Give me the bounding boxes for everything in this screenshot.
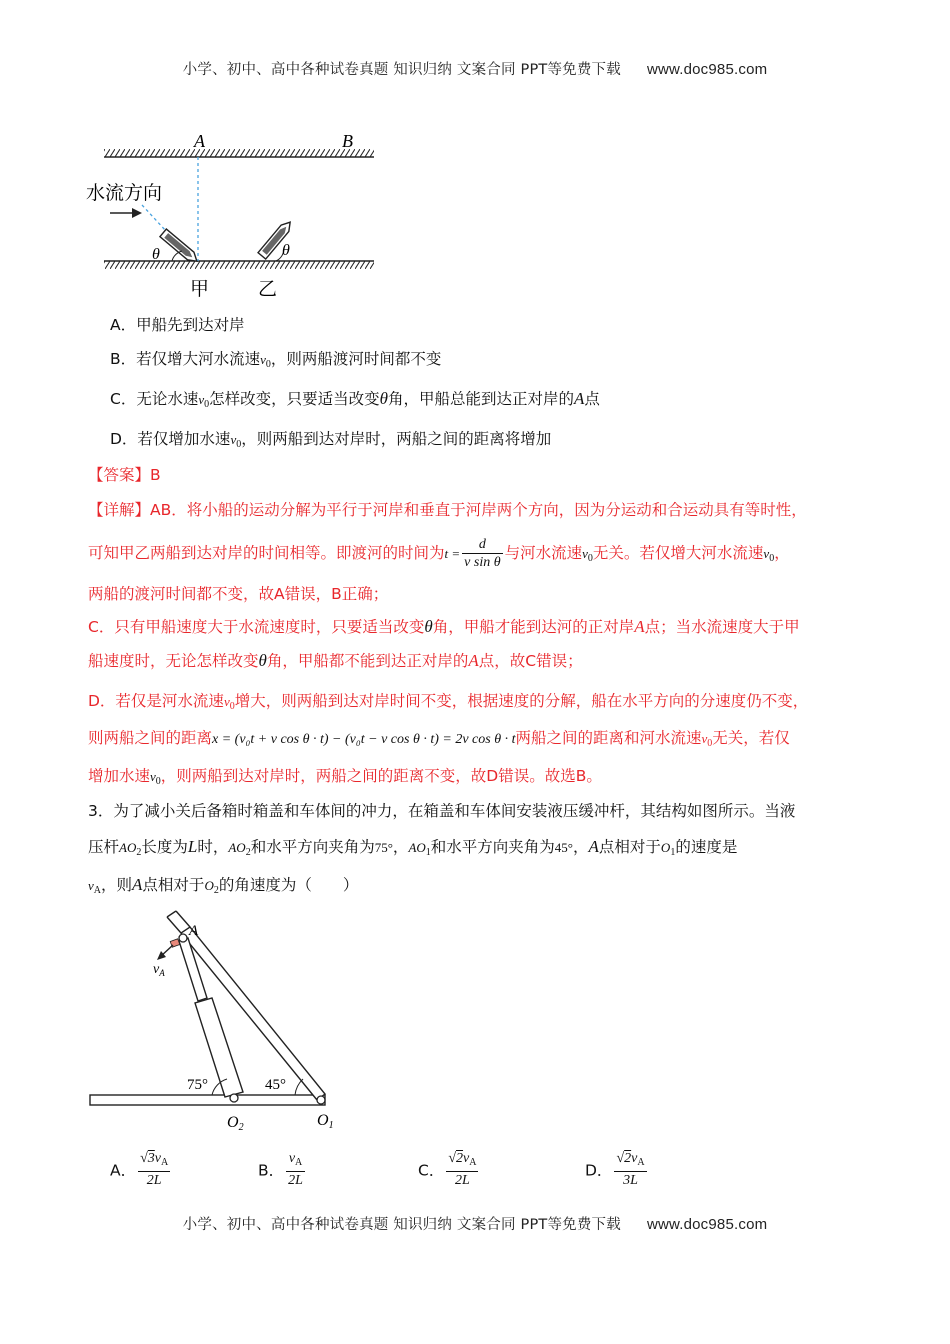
flow-arrow-head — [132, 208, 142, 218]
q3-option-b[interactable]: B． $\frac{v_A}{2L}$ — [258, 1151, 303, 1188]
page-footer — [0, 1213, 950, 1234]
pivot-O2 — [230, 1094, 238, 1102]
hydraulic-rod-figure — [85, 905, 355, 1135]
q2-option-c: C．无论水速$v_0$怎样改变，只要适当改变θ角，甲船总能到达正对岸的A点 — [110, 389, 600, 410]
detail-line-3: 两船的渡河时间都不变，故A错误，B正确； — [88, 585, 389, 603]
slant-dashed-line — [142, 205, 166, 231]
joint-A — [179, 934, 187, 942]
body-bar — [90, 1095, 325, 1105]
label-jia: 甲 — [190, 278, 210, 300]
detail-line-7: 则两船之间的距离x = (v₀t + v cos θ · t) − (v₀t − v cos θ · t) = 2v cos θ · t两船之间的距离和河水流速$v_0$无关，若仅 — [88, 729, 790, 749]
label-O1: O1 — [317, 1112, 334, 1131]
q2-option-d: D．若仅增加水速$v_0$，则两船到达对岸时，两船之间的距离将增加 — [110, 430, 552, 450]
label-B: B — [342, 131, 353, 151]
label-vA: $v_A$ — [153, 962, 165, 978]
q2-option-a: A．甲船先到达对岸 — [110, 316, 245, 334]
label-45: 45° — [265, 1077, 286, 1093]
page-header — [0, 58, 950, 79]
label-yi: 乙 — [258, 278, 278, 300]
boat-jia — [160, 229, 200, 265]
header-url[interactable]: www.doc985.com — [646, 61, 768, 78]
footer-url[interactable]: www.doc985.com — [646, 1216, 768, 1233]
pivot-O1 — [317, 1096, 325, 1104]
q3-line-2: 压杆$AO_2$长度为L时，$AO_2$和水平方向夹角为75°，$AO_1$和水平方向夹角为45°，A点相对于$O_1$的速度是 — [88, 837, 738, 858]
bottom-bank-hatch — [104, 261, 374, 269]
header-text: 小学、初中、高中各种试卷真题 知识归纳 文案合同 PPT等免费下载 — [182, 62, 621, 78]
top-bank-hatch — [104, 149, 374, 157]
river-boats-figure — [80, 125, 390, 305]
q3-line-1: 3．为了减小关后备箱时箱盖和车体间的冲力，在箱盖和车体间安装液压缓冲杆，其结构如图所示。当液 — [88, 802, 796, 820]
label-A: A — [189, 923, 199, 939]
footer-text: 小学、初中、高中各种试卷真题 知识归纳 文案合同 PPT等免费下载 — [182, 1217, 621, 1233]
detail-line-6: D．若仅是河水流速$v_0$增大，则两船到达对岸时间不变，根据速度的分解，船在水平方向的分速度仍不变， — [88, 692, 809, 712]
detail-line-4: C．只有甲船速度大于水流速度时，只要适当改变θ角，甲船才能到达河的正对岸A点；当水流速度大于甲 — [88, 617, 800, 636]
detail-line-5: 船速度时，无论怎样改变θ角，甲船都不能到达正对岸的A点，故C错误； — [88, 651, 583, 670]
label-flow-direction: 水流方向 — [86, 182, 163, 204]
label-O2: O2 — [227, 1114, 244, 1133]
q3-option-c[interactable]: C． $\frac{√2v_A}{2L}$ — [418, 1151, 477, 1188]
answer-label: 【答案】B — [88, 466, 161, 484]
q3-option-a[interactable]: A． $\frac{√3v_A}{2L}$ — [110, 1151, 169, 1188]
label-A: A — [194, 131, 205, 151]
q3-option-d[interactable]: D． $\frac{√2v_A}{3L}$ — [585, 1151, 645, 1188]
label-theta-jia: θ — [152, 246, 160, 263]
label-theta-yi: θ — [282, 242, 290, 259]
detail-line-1: 【详解】AB．将小船的运动分解为平行于河岸和垂直于河岸两个方向，因为分运动和合运动具有等时性， — [88, 501, 807, 519]
q2-option-b: B．若仅增大河水流速$v_0$，则两船渡河时间都不变 — [110, 350, 442, 370]
detail-line-2: 可知甲乙两船到达对岸的时间相等。即渡河的时间为t = $\frac{d}{\text{v sin θ}}$ 与河水流速$v_0$无关。若仅增大河水流速$v_0$， — [88, 537, 790, 570]
q3-line-3: $v_A$，则A点相对于$O_2$的角速度为（ ） — [88, 875, 359, 896]
detail-line-8: 增加水速$v_0$，则两船到达对岸时，两船之间的距离不变，故D错误。故选B。 — [88, 767, 602, 787]
label-75: 75° — [187, 1077, 208, 1093]
